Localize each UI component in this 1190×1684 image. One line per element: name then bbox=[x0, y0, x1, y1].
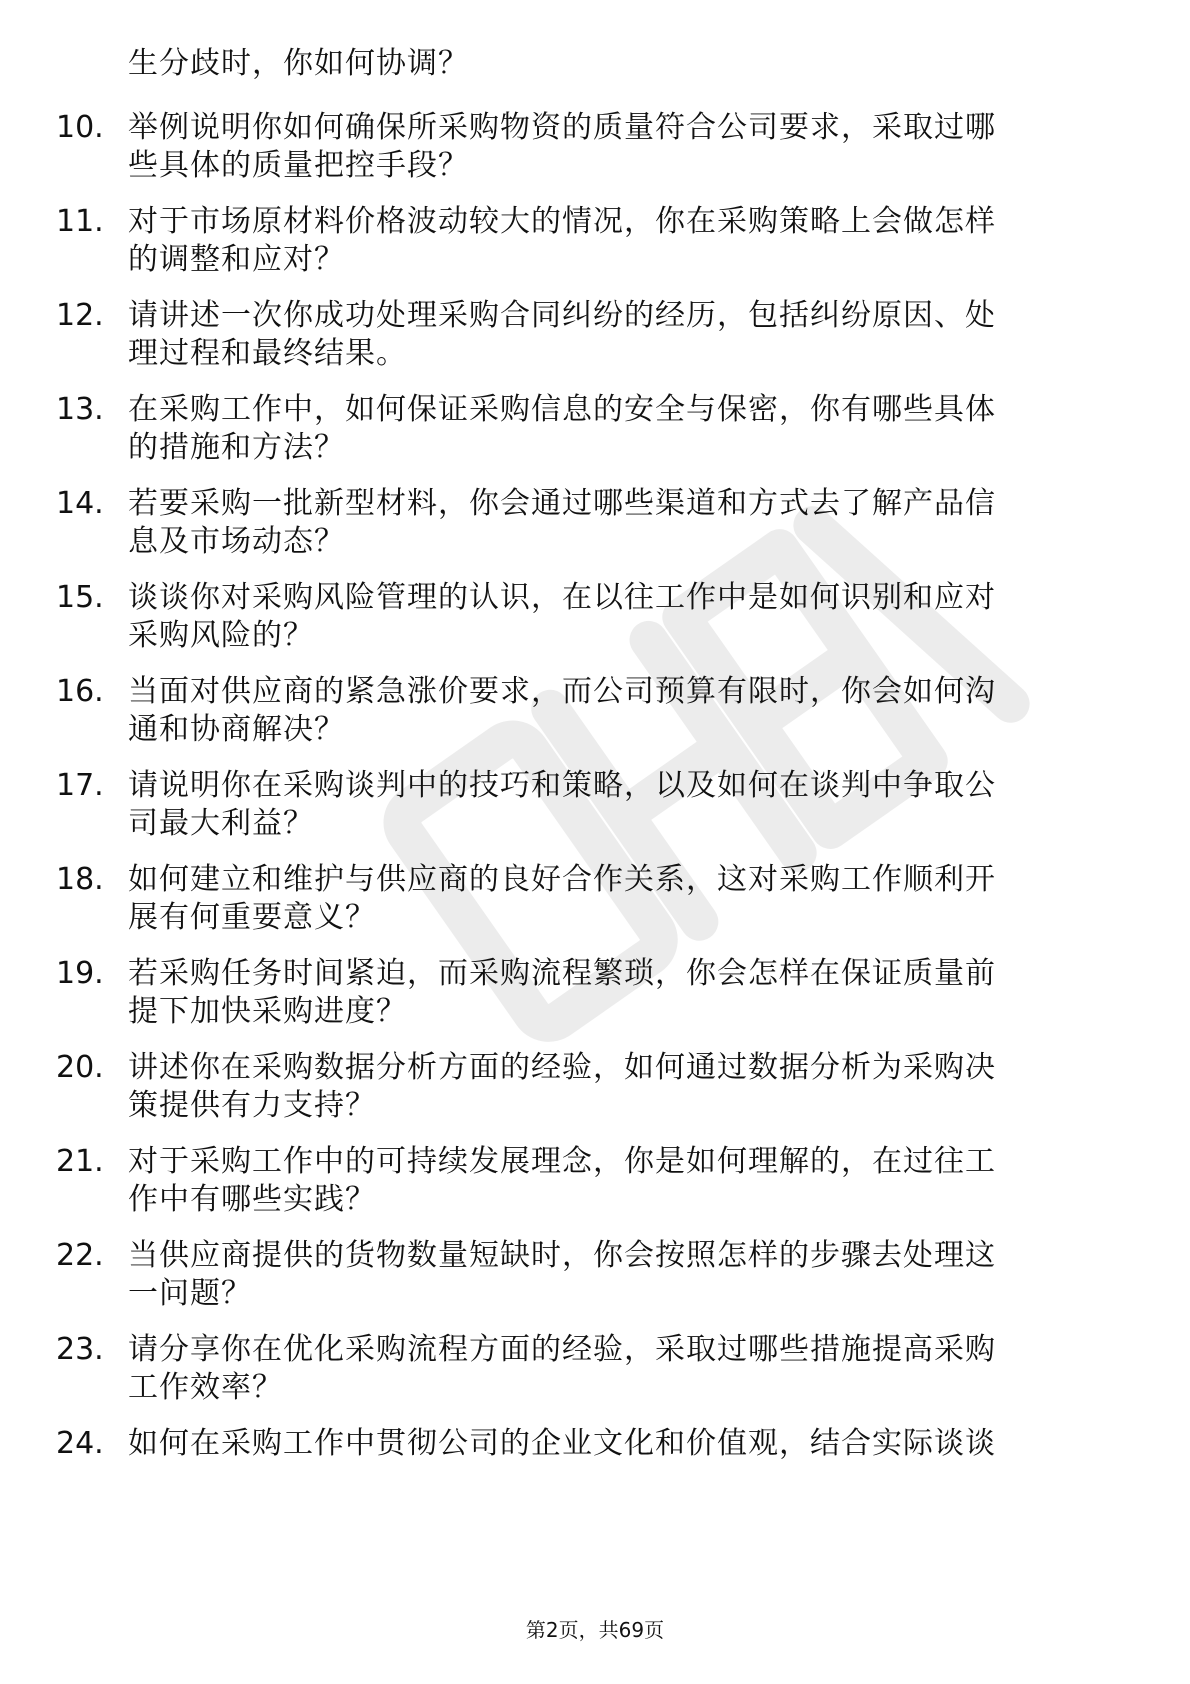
question-text-line-2: 理过程和最终结果。 bbox=[128, 336, 407, 371]
question-number: 10. bbox=[56, 110, 104, 145]
question-text-line-1: 当面对供应商的紧急涨价要求，而公司预算有限时，你会如何沟 bbox=[128, 674, 996, 709]
question-text-line-2: 策提供有力支持？ bbox=[128, 1088, 376, 1123]
question-text-line-1: 若采购任务时间紧迫，而采购流程繁琐，你会怎样在保证质量前 bbox=[128, 956, 996, 991]
question-number: 14. bbox=[56, 486, 104, 521]
question-text-line-2: 作中有哪些实践？ bbox=[128, 1182, 376, 1217]
question-text-line-2: 些具体的质量把控手段？ bbox=[128, 148, 469, 183]
question-text-line-1: 如何建立和维护与供应商的良好合作关系，这对采购工作顺利开 bbox=[128, 862, 996, 897]
question-text-line-2: 息及市场动态？ bbox=[128, 524, 345, 559]
question-number: 22. bbox=[56, 1238, 104, 1273]
question-number: 19. bbox=[56, 956, 104, 991]
question-text-line-2: 工作效率？ bbox=[128, 1370, 283, 1405]
question-text-line-1: 举例说明你如何确保所采购物资的质量符合公司要求，采取过哪 bbox=[128, 110, 996, 145]
question-number: 15. bbox=[56, 580, 104, 615]
page-number-footer: 第2页，共69页 bbox=[525, 1618, 665, 1642]
question-text-line-1: 讲述你在采购数据分析方面的经验，如何通过数据分析为采购决 bbox=[128, 1050, 996, 1085]
question-text-line-1: 请说明你在采购谈判中的技巧和策略，以及如何在谈判中争取公 bbox=[128, 768, 996, 803]
question-text-line-1: 若要采购一批新型材料，你会通过哪些渠道和方式去了解产品信 bbox=[128, 486, 996, 521]
question-number: 20. bbox=[56, 1050, 104, 1085]
question-text-line-1: 如何在采购工作中贯彻公司的企业文化和价值观，结合实际谈谈 bbox=[128, 1426, 996, 1461]
question-text-line-1: 对于采购工作中的可持续发展理念，你是如何理解的，在过往工 bbox=[128, 1144, 996, 1179]
question-text-line-2: 的调整和应对？ bbox=[128, 242, 345, 277]
question-text-line-2: 采购风险的？ bbox=[128, 618, 314, 653]
question-number: 18. bbox=[56, 862, 104, 897]
question-number: 13. bbox=[56, 392, 104, 427]
question-text-line-2: 提下加快采购进度？ bbox=[128, 994, 407, 1029]
question-number: 17. bbox=[56, 768, 104, 803]
question-text-line-1: 在采购工作中，如何保证采购信息的安全与保密，你有哪些具体 bbox=[128, 392, 996, 427]
question-text-line-1: 对于市场原材料价格波动较大的情况，你在采购策略上会做怎样 bbox=[128, 204, 996, 239]
question-number: 23. bbox=[56, 1332, 104, 1367]
continuation-line: 生分歧时，你如何协调？ bbox=[128, 46, 469, 81]
question-text-line-2: 展有何重要意义？ bbox=[128, 900, 376, 935]
question-number: 16. bbox=[56, 674, 104, 709]
question-text-line-2: 的措施和方法？ bbox=[128, 430, 345, 465]
question-number: 12. bbox=[56, 298, 104, 333]
question-text-line-1: 请讲述一次你成功处理采购合同纠纷的经历，包括纠纷原因、处 bbox=[128, 298, 996, 333]
question-text-line-1: 请分享你在优化采购流程方面的经验，采取过哪些措施提高采购 bbox=[128, 1332, 996, 1367]
question-number: 24. bbox=[56, 1426, 104, 1461]
question-text-line-2: 司最大利益？ bbox=[128, 806, 314, 841]
question-text-line-2: 通和协商解决？ bbox=[128, 712, 345, 747]
question-text-line-1: 谈谈你对采购风险管理的认识，在以往工作中是如何识别和应对 bbox=[128, 580, 996, 615]
question-number: 11. bbox=[56, 204, 104, 239]
question-number: 21. bbox=[56, 1144, 104, 1179]
question-text-line-1: 当供应商提供的货物数量短缺时，你会按照怎样的步骤去处理这 bbox=[128, 1238, 996, 1273]
question-text-line-2: 一问题？ bbox=[128, 1276, 252, 1311]
